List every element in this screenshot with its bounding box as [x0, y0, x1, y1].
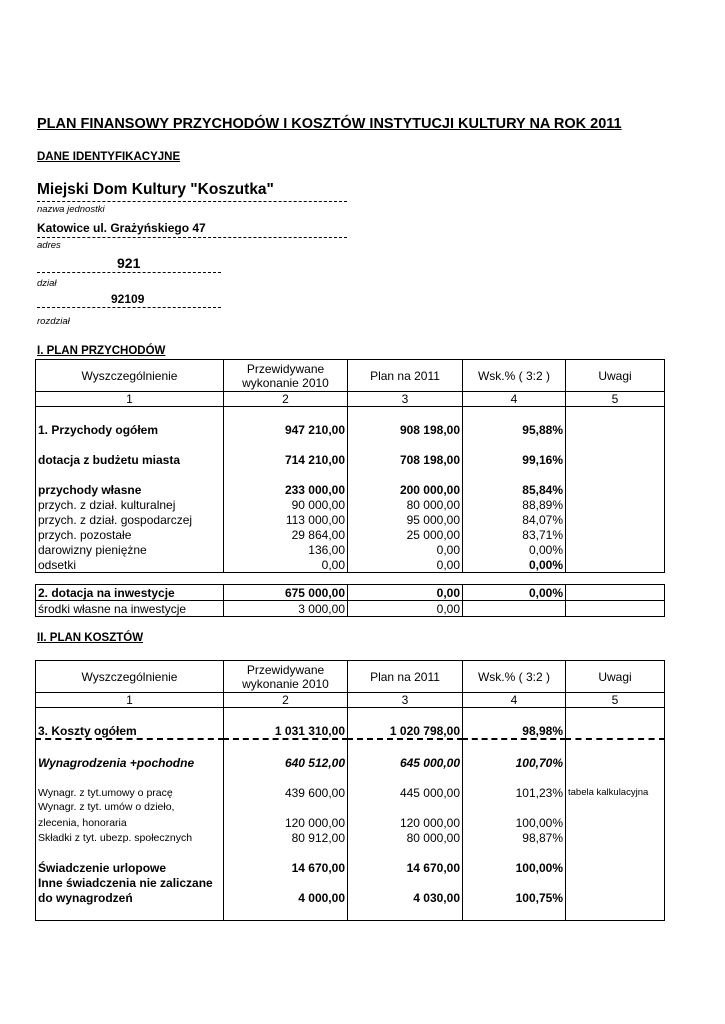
row-label: środki własne na inwestycje: [38, 601, 187, 616]
spacer-row: [36, 467, 665, 482]
value-2011: 4 030,00: [348, 890, 463, 905]
col-number: 2: [224, 392, 348, 407]
income-table: [35, 359, 665, 573]
value-pct: [463, 601, 566, 617]
value-pct: 99,16%: [463, 452, 566, 467]
value-2010: 29 864,00: [224, 527, 348, 542]
row-label: Wynagr. z tyt. umów o dzieło,: [38, 801, 175, 813]
spacer-row: [36, 407, 665, 423]
table-row: [36, 601, 665, 617]
col-number: 3: [348, 392, 463, 407]
value-2010: 80 912,00: [224, 830, 348, 845]
value-pct: 100,70%: [463, 755, 566, 770]
col-number: 1: [36, 693, 224, 708]
value-pct: 95,88%: [463, 422, 566, 437]
value-pct: 0,00%: [463, 585, 566, 601]
table-row: [36, 815, 665, 830]
value-pct: 0,00%: [463, 557, 566, 573]
value-2010: 439 600,00: [224, 785, 348, 800]
value-pct: 85,84%: [463, 482, 566, 497]
value-pct: 84,07%: [463, 512, 566, 527]
investment-table: [35, 584, 665, 617]
value-2011: 0,00: [348, 585, 463, 601]
value-2010: 947 210,00: [224, 422, 348, 437]
table-row: [36, 800, 665, 815]
spacer-row: [36, 905, 665, 921]
table-row: [36, 785, 665, 800]
row-label: 3. Koszty ogółem: [38, 723, 137, 738]
row-label: odsetki: [38, 557, 77, 572]
col-number: 3: [348, 693, 463, 708]
col-header-estimate-2010: Przewidywane wykonanie 2010: [224, 360, 348, 392]
col-header-notes: Uwagi: [566, 661, 665, 693]
value-2010: 1 031 310,00: [224, 723, 348, 739]
row-label: 2. dotacja na inwestycje: [38, 585, 175, 600]
value-2010: 113 000,00: [224, 512, 348, 527]
col-header-notes: Uwagi: [566, 360, 665, 392]
column-number-row: [36, 693, 665, 708]
value-2011: 200 000,00: [348, 482, 463, 497]
table-row: [36, 755, 665, 770]
spacer-row: [36, 770, 665, 785]
table-row: [36, 497, 665, 512]
table-row: [36, 723, 665, 739]
spacer-row: [36, 437, 665, 452]
income-heading: I. PLAN PRZYCHODÓW: [37, 345, 166, 357]
costs-heading: II. PLAN KOSZTÓW: [37, 632, 144, 644]
value-pct: 100,00%: [463, 860, 566, 875]
row-label: przychody własne: [38, 482, 142, 497]
costs-table: [35, 660, 665, 921]
table-row: [36, 585, 665, 601]
value-pct: 98,87%: [463, 830, 566, 845]
rozdzial-field: [37, 292, 221, 308]
value-2011: 25 000,00: [348, 527, 463, 542]
address-caption: adres: [37, 240, 61, 251]
value-2011: 0,00: [348, 542, 463, 557]
value-pct: 83,71%: [463, 527, 566, 542]
row-label-cont: do wynagrodzeń: [38, 890, 133, 905]
value-2010: 233 000,00: [224, 482, 348, 497]
dzial-field: [37, 255, 221, 273]
value-pct: 100,75%: [463, 890, 566, 905]
row-label: dotacja z budżetu miasta: [38, 452, 181, 467]
table-row: [36, 512, 665, 527]
table-row: [36, 527, 665, 542]
col-header-plan-2011: Plan na 2011: [348, 661, 463, 693]
col-header-description: Wyszczególnienie: [36, 661, 224, 693]
value-pct: 0,00%: [463, 542, 566, 557]
value-2011: 0,00: [348, 601, 463, 617]
unit-name: Miejski Dom Kultury "Koszutka": [37, 181, 347, 202]
income-header-row: [36, 360, 665, 392]
value-2010: 136,00: [224, 542, 348, 557]
row-note: tabela kalkulacyjna: [566, 785, 665, 800]
table-row: [36, 860, 665, 875]
table-row: [36, 422, 665, 437]
column-number-row: [36, 392, 665, 407]
row-label: 1. Przychody ogółem: [38, 422, 159, 437]
unit-name-caption: nazwa jednostki: [37, 204, 105, 215]
table-row: [36, 482, 665, 497]
col-header-ratio: Wsk.% ( 3:2 ): [463, 360, 566, 392]
spacer-row: [36, 708, 665, 724]
spacer-row: [36, 845, 665, 860]
value-2011: 95 000,00: [348, 512, 463, 527]
costs-header-row: [36, 661, 665, 693]
table-row: [36, 890, 665, 905]
row-label: Wynagr. z tyt.umowy o pracę: [38, 786, 173, 799]
value-2010: 4 000,00: [224, 890, 348, 905]
value-2011: 120 000,00: [348, 815, 463, 830]
col-header-description: Wyszczególnienie: [36, 360, 224, 392]
value-2010: 90 000,00: [224, 497, 348, 512]
value-2011: 80 000,00: [348, 497, 463, 512]
value-2011: 908 198,00: [348, 422, 463, 437]
row-label-cont: zlecenia, honoraria: [38, 816, 127, 829]
page-title: PLAN FINANSOWY PRZYCHODÓW I KOSZTÓW INSTYTUCJI KULTURY NA ROK 2011: [37, 116, 622, 132]
ident-heading: DANE IDENTYFIKACYJNE: [37, 151, 181, 163]
value-pct: 88,89%: [463, 497, 566, 512]
row-label: przych. z dział. kulturalnej: [38, 497, 176, 512]
value-2011: 645 000,00: [348, 755, 463, 770]
dzial-caption: dział: [37, 278, 57, 289]
col-number: 4: [463, 693, 566, 708]
col-number: 2: [224, 693, 348, 708]
dzial-value: 921: [117, 255, 141, 271]
col-number: 4: [463, 392, 566, 407]
value-pct: 98,98%: [463, 723, 566, 739]
unit-address: Katowice ul. Grażyńskiego 47: [37, 221, 347, 238]
row-label: Składki z tyt. ubezp. społecznych: [38, 831, 193, 844]
value-2010: 14 670,00: [224, 860, 348, 875]
row-label: darowizny pieniężne: [38, 542, 147, 557]
value-pct: 100,00%: [463, 815, 566, 830]
value-2010: 640 512,00: [224, 755, 348, 770]
value-2011: 1 020 798,00: [348, 723, 463, 739]
table-row: [36, 452, 665, 467]
row-label: Wynagrodzenia +pochodne: [38, 755, 195, 770]
table-row: [36, 542, 665, 557]
col-header-plan-2011: Plan na 2011: [348, 360, 463, 392]
value-pct: 101,23%: [463, 785, 566, 800]
col-number: 5: [566, 392, 665, 407]
table-row: [36, 557, 665, 573]
rozdzial-caption: rozdział: [37, 316, 70, 327]
col-number: 1: [36, 392, 224, 407]
value-2010: 120 000,00: [224, 815, 348, 830]
value-2011: 80 000,00: [348, 830, 463, 845]
col-header-estimate-2010: Przewidywane wykonanie 2010: [224, 661, 348, 693]
row-label: przych. pozostałe: [38, 527, 132, 542]
value-2010: 714 210,00: [224, 452, 348, 467]
col-header-ratio: Wsk.% ( 3:2 ): [463, 661, 566, 693]
value-2011: 445 000,00: [348, 785, 463, 800]
spacer-row: [36, 739, 665, 755]
value-2011: 708 198,00: [348, 452, 463, 467]
value-2011: 0,00: [348, 557, 463, 573]
rozdzial-value: 92109: [111, 292, 145, 306]
row-label: Inne świadczenia nie zaliczane: [38, 875, 213, 890]
row-label: Świadczenie urlopowe: [38, 860, 167, 875]
col-number: 5: [566, 693, 665, 708]
value-2010: 675 000,00: [224, 585, 348, 601]
table-row: [36, 875, 665, 890]
table-row: [36, 830, 665, 845]
row-label: przych. z dział. gospodarczej: [38, 512, 193, 527]
value-2010: 3 000,00: [224, 601, 348, 617]
value-2010: 0,00: [224, 557, 348, 573]
value-2011: 14 670,00: [348, 860, 463, 875]
